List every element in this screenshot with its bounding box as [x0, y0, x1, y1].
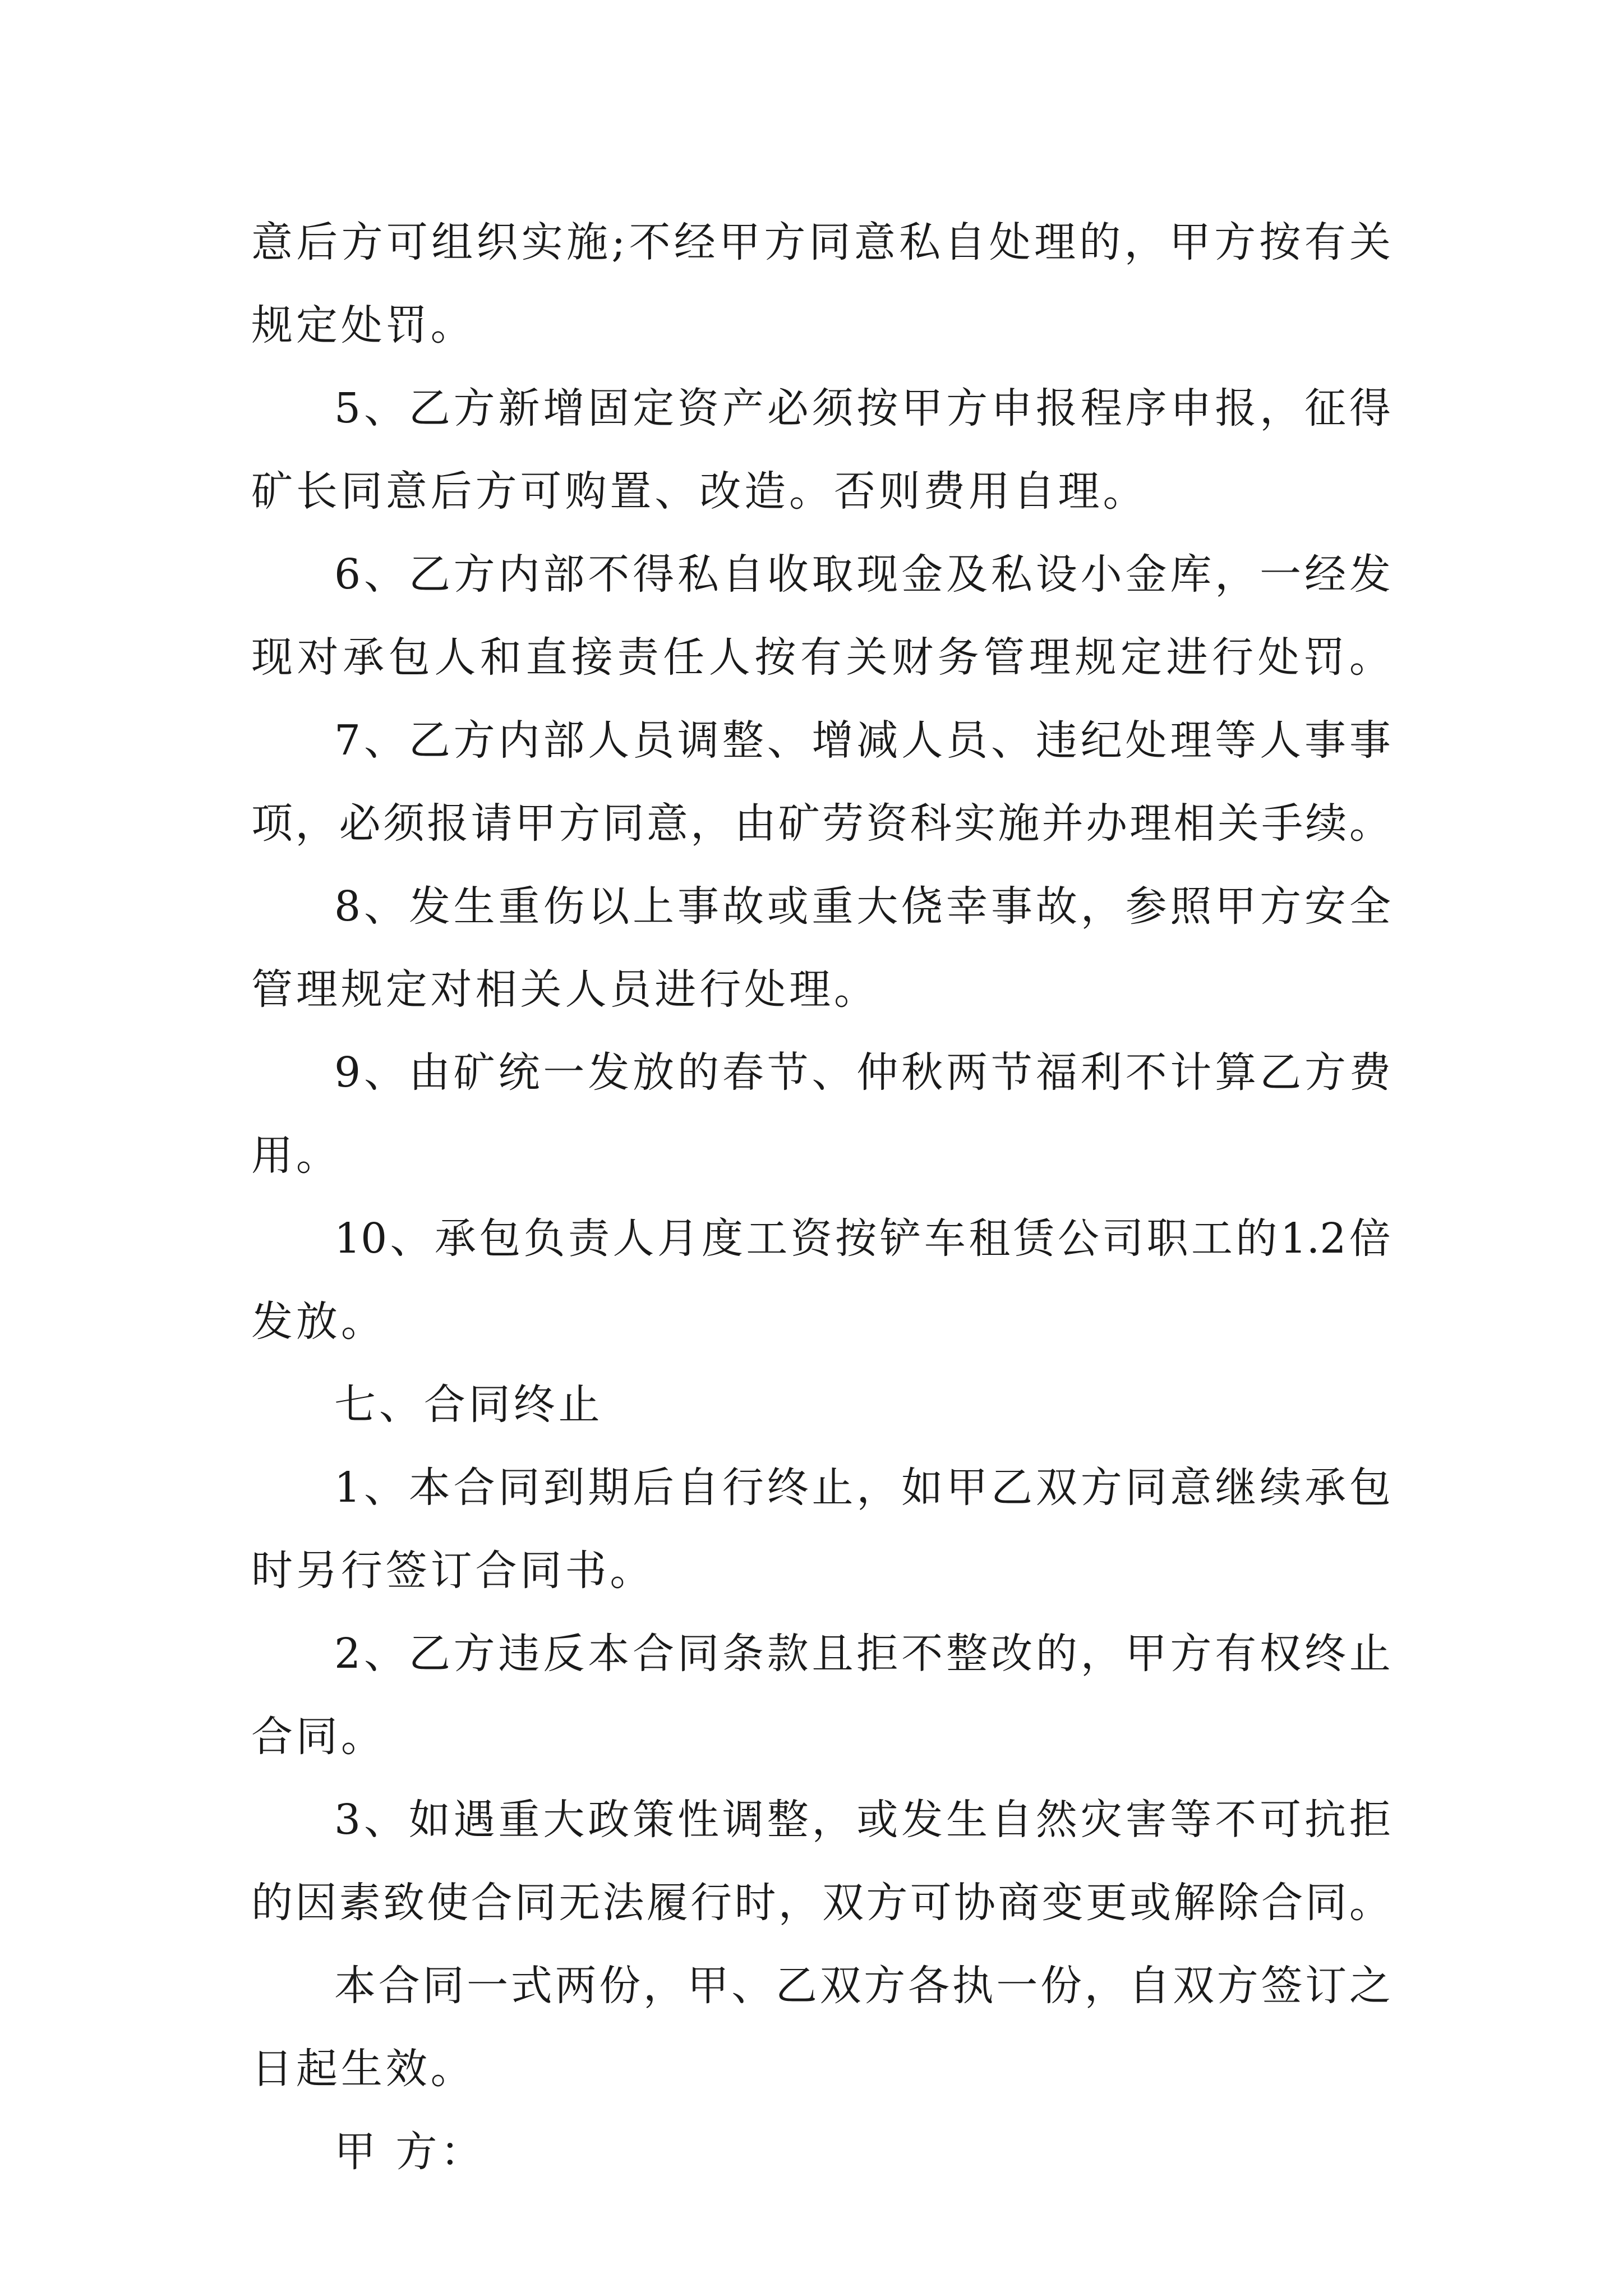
text-line: 管理规定对相关人员进行处理。	[251, 965, 879, 1014]
text-line: 3 、 如 遇 重 大 政 策 性 调 整 ， 或 发 生 自 然 灾 害 等 不 可 抗 拒	[334, 1796, 1391, 1844]
text-line: 本 合 同 一 式 两 份 ， 甲 、 乙 双 方 各 执 一 份 ， 自 双 方 签 订 之	[334, 1962, 1391, 2010]
text-line: 规定处罚。	[251, 301, 476, 349]
text-line: 6 、 乙 方 内 部 不 得 私 自 收 取 现 金 及 私 设 小 金 库 ， 一 经 发	[334, 550, 1391, 599]
text-line: 发放。	[251, 1297, 386, 1346]
text-line: 用。	[251, 1131, 341, 1180]
text-line: 时另行签订合同书。	[251, 1547, 655, 1595]
text-line: 项 ， 必 须 报 请 甲 方 同 意 ， 由 矿 劳 资 科 实 施 并 办 理 相 关 手 续 。	[251, 799, 1391, 848]
text-line: 9 、 由 矿 统 一 发 放 的 春 节 、 仲 秋 两 节 福 利 不 计 算 乙 方 费	[334, 1048, 1391, 1097]
text-line: 的 因 素 致 使 合 同 无 法 履 行 时 ， 双 方 可 协 商 变 更 或 解 除 合 同 。	[251, 1879, 1391, 1927]
text-line: 10 、 承 包 负 责 人 月 度 工 资 按 铲 车 租 赁 公 司 职 工 的 1.2 倍	[334, 1214, 1391, 1263]
text-line: 现 对 承 包 人 和 直 接 责 任 人 按 有 关 财 务 管 理 规 定 进 行 处 罚 。	[251, 633, 1391, 682]
text-line: 意 后 方 可 组 织 实 施 ; 不 经 甲 方 同 意 私 自 处 理 的 ， 甲 方 按 有 关	[251, 218, 1391, 266]
text-line: 5 、 乙 方 新 增 固 定 资 产 必 须 按 甲 方 申 报 程 序 申 报 ， 征 得	[334, 384, 1391, 432]
text-line: 甲 方：	[334, 2128, 486, 2176]
text-line: 日起生效。	[251, 2045, 476, 2093]
text-line: 矿长同意后方可购置、改造。否则费用自理。	[251, 467, 1148, 516]
text-line: 8 、 发 生 重 伤 以 上 事 故 或 重 大 侥 幸 事 故 ， 参 照 甲 方 安 全	[334, 882, 1391, 931]
text-line: 7 、 乙 方 内 部 人 员 调 整 、 增 减 人 员 、 违 纪 处 理 等 人 事 事	[334, 716, 1391, 765]
text-line: 2 、 乙 方 违 反 本 合 同 条 款 且 拒 不 整 改 的 ， 甲 方 有 权 终 止	[334, 1630, 1391, 1678]
text-line: 1 、 本 合 同 到 期 后 自 行 终 止 ， 如 甲 乙 双 方 同 意 继 续 承 包	[334, 1464, 1391, 1512]
text-line: 合同。	[251, 1713, 386, 1761]
document-body	[251, 201, 1391, 2193]
text-line: 七、合同终止	[334, 1381, 603, 1429]
